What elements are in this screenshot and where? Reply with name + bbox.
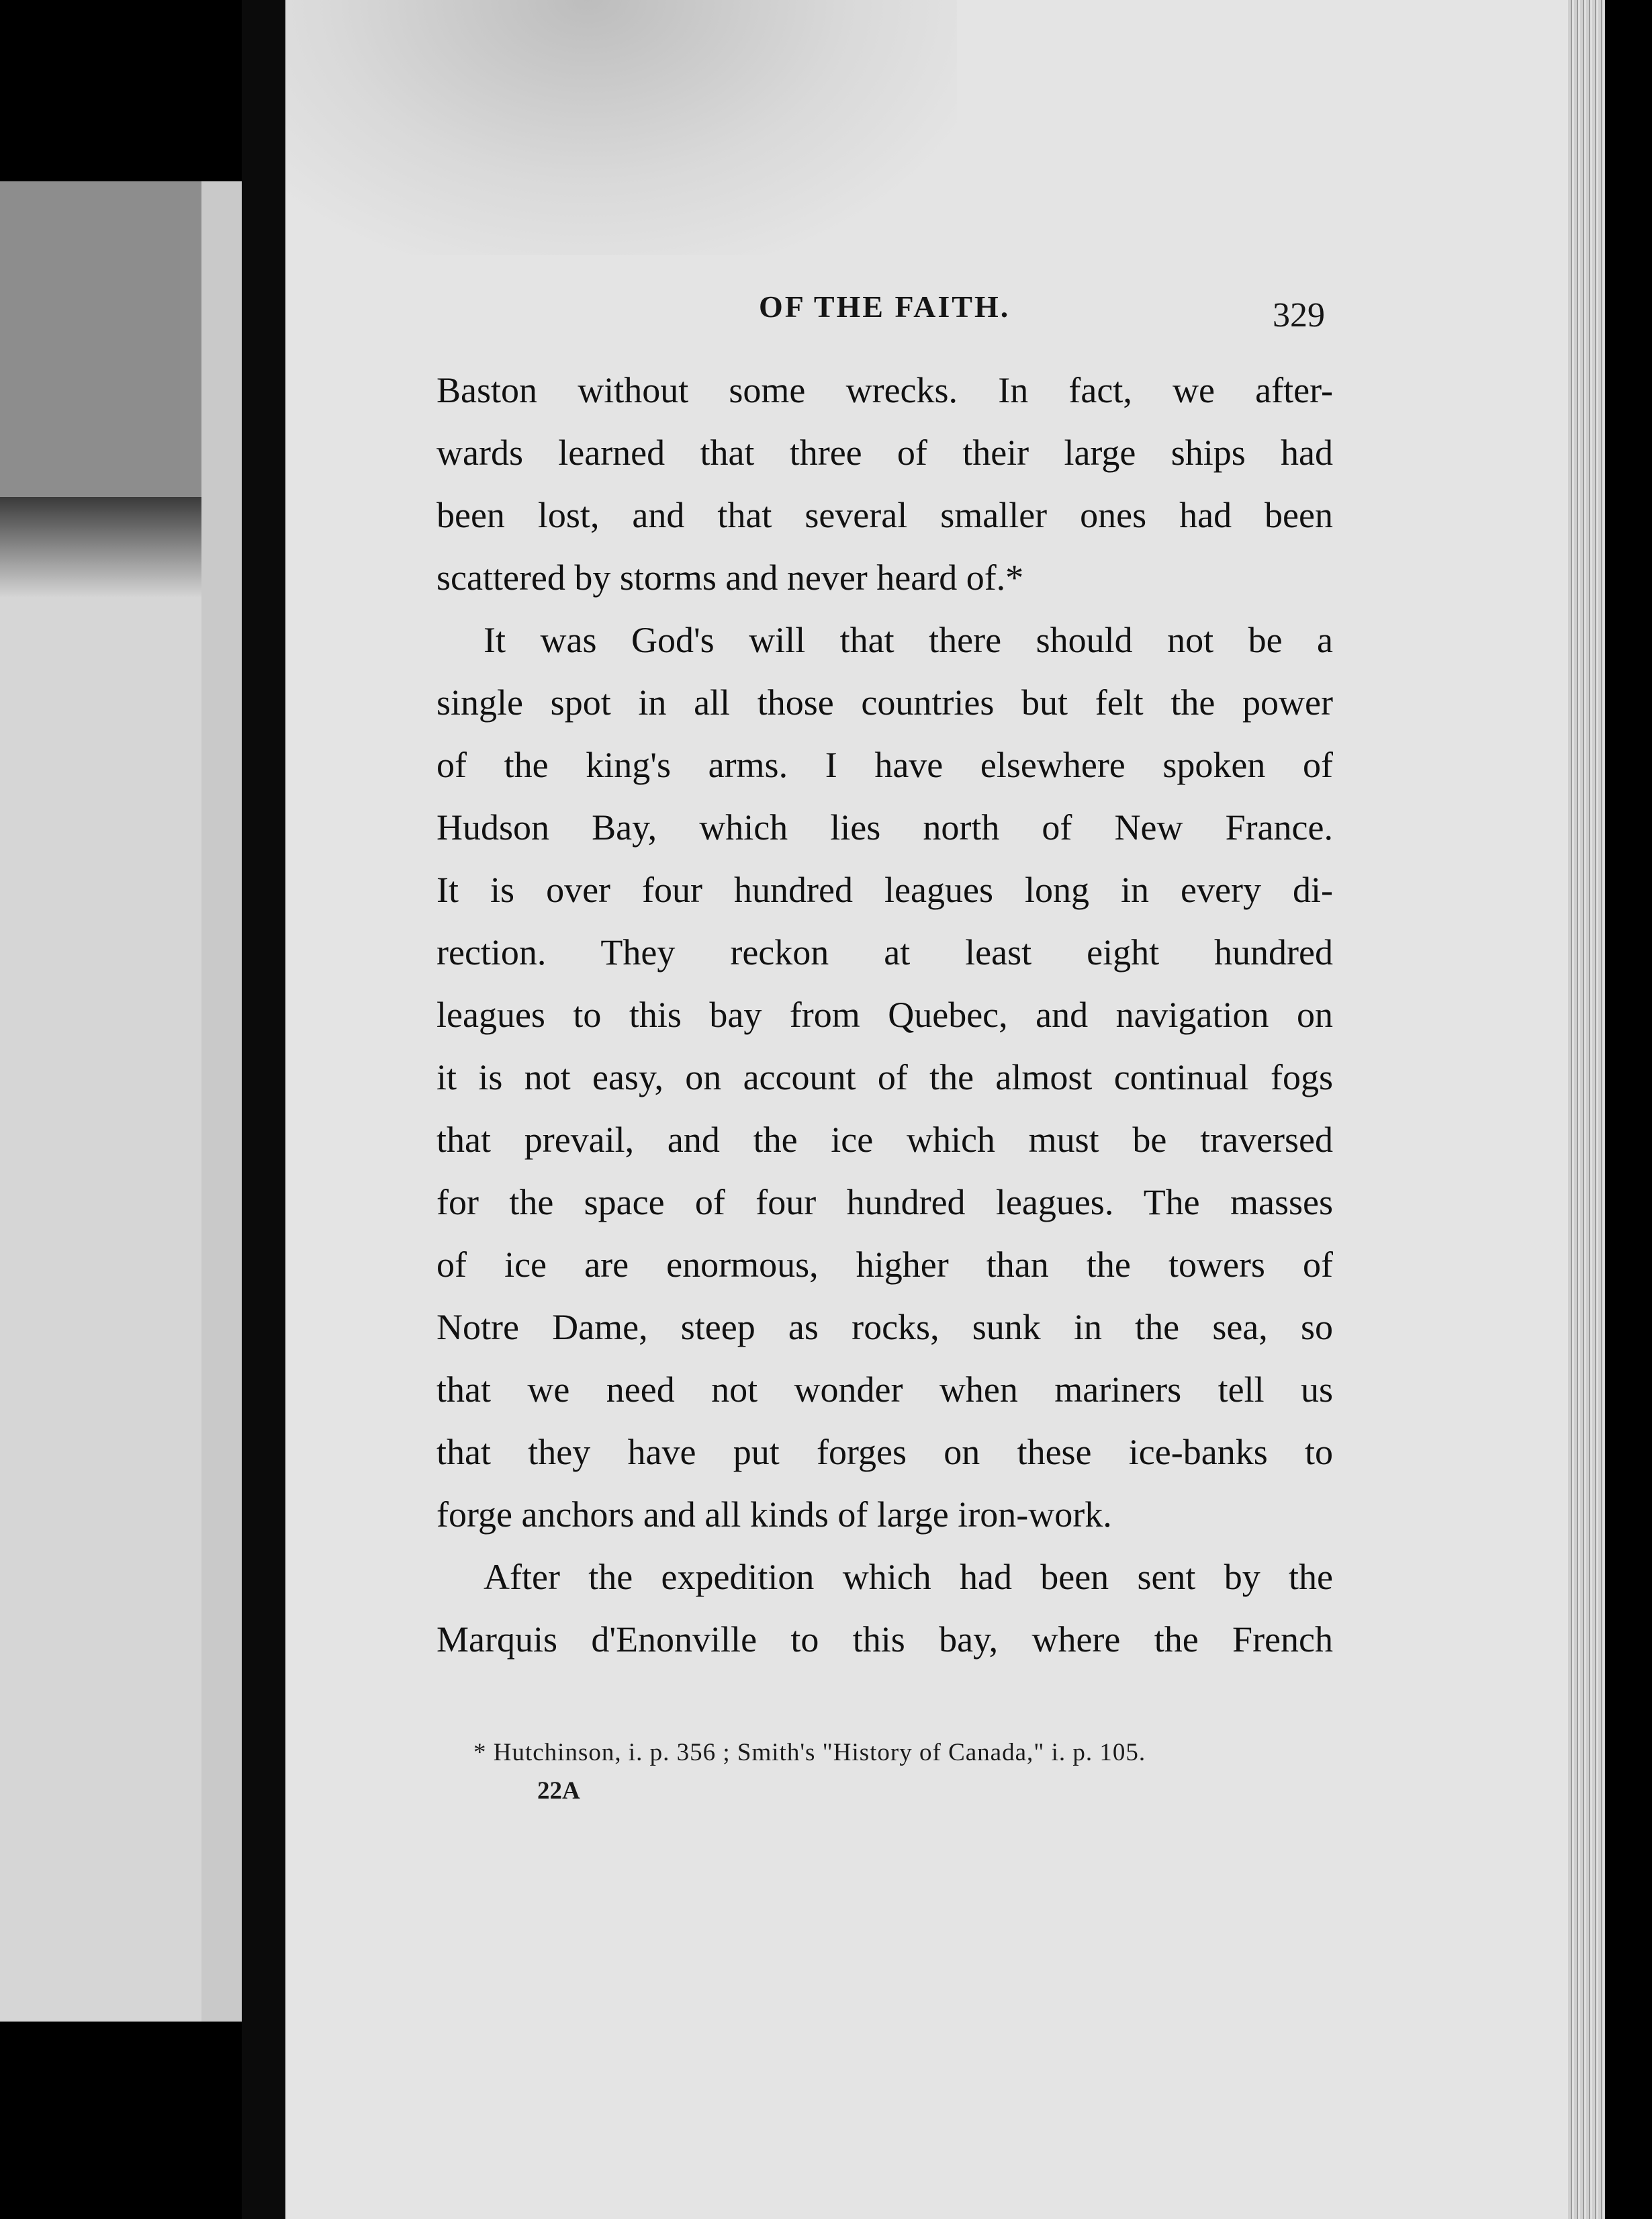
book-gutter xyxy=(242,0,289,2219)
page-number: 329 xyxy=(1273,296,1325,334)
text-line: it is not easy, on account of the almost continual fogs xyxy=(437,1057,1333,1097)
text-line: Marquis d'Enonville to this bay, where the French xyxy=(437,1619,1333,1660)
page-fore-edge xyxy=(1568,0,1605,2219)
text-line: rection. They reckon at least eight hundred xyxy=(437,932,1333,972)
text-line: Notre Dame, steep as rocks, sunk in the sea, so xyxy=(437,1307,1333,1347)
text-line: Baston without some wrecks. In fact, we after- xyxy=(437,370,1333,410)
text-line: wards learned that three of their large ships had xyxy=(437,433,1333,473)
text-line: Hudson Bay, which lies north of New France. xyxy=(437,807,1333,848)
text-line: leagues to this bay from Quebec, and navigation on xyxy=(437,995,1333,1035)
text-line: forge anchors and all kinds of large iron-work. xyxy=(437,1494,1112,1535)
text-line: that prevail, and the ice which must be traversed xyxy=(437,1120,1333,1160)
text-line: for the space of four hundred leagues. The masses xyxy=(437,1182,1333,1222)
text-line: that they have put forges on these ice-banks to xyxy=(437,1432,1333,1472)
running-head: OF THE FAITH. xyxy=(759,289,1011,324)
text-line: been lost, and that several smaller ones had been xyxy=(437,495,1333,535)
text-line: After the expedition which had been sent by the xyxy=(484,1557,1333,1597)
text-line: It is over four hundred leagues long in every di- xyxy=(437,870,1333,910)
text-line: of the king's arms. I have elsewhere spoken of xyxy=(437,745,1333,785)
body-text xyxy=(437,359,1333,1671)
signature-mark: 22A xyxy=(537,1777,580,1805)
text-line: of ice are enormous, higher than the towers of xyxy=(437,1244,1333,1285)
text-line: It was God's will that there should not be a xyxy=(484,620,1333,660)
text-line: single spot in all those countries but felt the power xyxy=(437,682,1333,723)
text-line: scattered by storms and never heard of.* xyxy=(437,557,1024,598)
scan-border xyxy=(1605,0,1652,2219)
footnote: * Hutchinson, i. p. 356 ; Smith's "History of Canada," i. p. 105. xyxy=(473,1739,1146,1766)
page-smudge xyxy=(285,0,957,255)
facing-page-remnant xyxy=(0,181,255,2022)
text-line: that we need not wonder when mariners tell us xyxy=(437,1369,1333,1410)
